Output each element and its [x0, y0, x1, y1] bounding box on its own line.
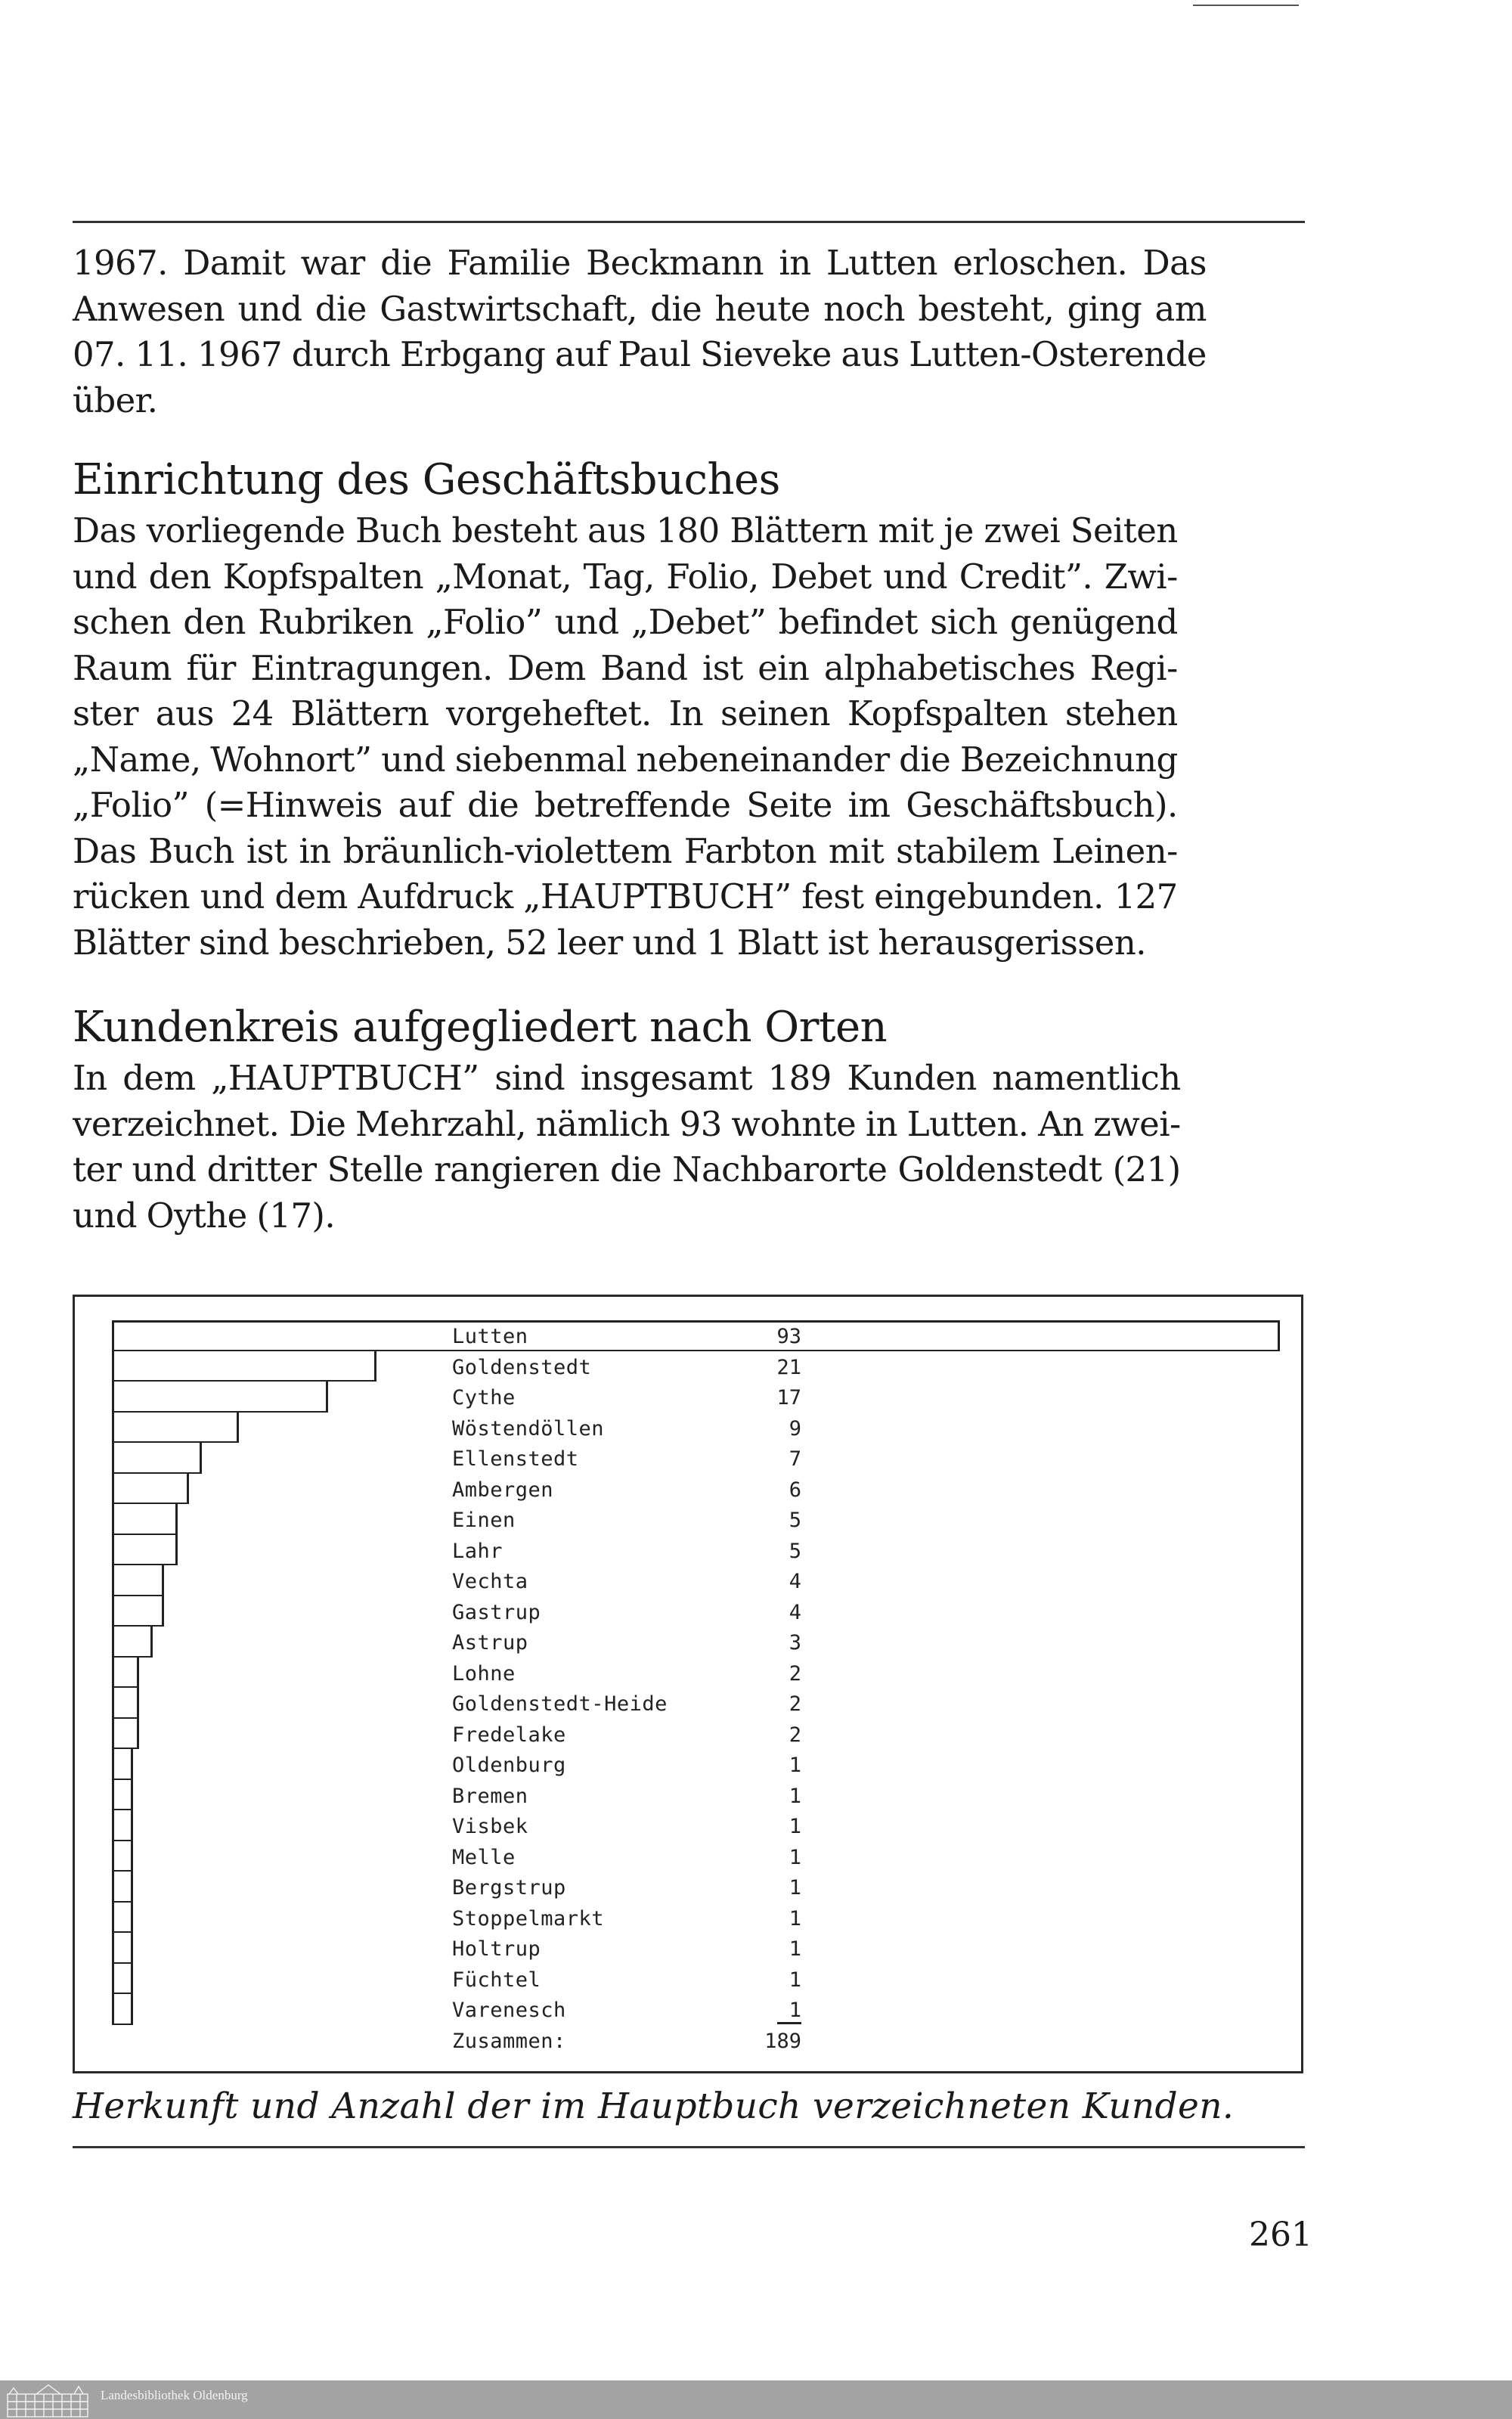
chart-row — [112, 1382, 1280, 1413]
section-heading-einrichtung: Einrichtung des Geschäftsbuches — [73, 455, 780, 504]
place-label: Varenesch — [452, 1999, 566, 2022]
count-number: 1 — [777, 1999, 801, 2024]
chart-row — [112, 1627, 1280, 1658]
count-value — [717, 1692, 801, 1716]
figure-caption: Herkunft und Anzahl der im Hauptbuch verzeichneten Kunden. — [73, 2086, 1235, 2127]
count-number: 1 — [789, 1845, 801, 1869]
place-label: Visbek — [452, 1815, 528, 1838]
chart-row — [112, 1443, 1280, 1474]
count-number: 21 — [776, 1355, 801, 1379]
place-label: Füchtel — [452, 1968, 541, 1992]
count-number: 5 — [789, 1539, 801, 1563]
text-line: und den Kopfspalten „Monat, Tag, Folio, Debet und Credit”. Zwi- — [73, 556, 1178, 597]
bar — [112, 1994, 133, 2025]
bar — [112, 1627, 153, 1658]
place-label: Goldenstedt — [452, 1355, 592, 1379]
bar — [112, 1841, 133, 1872]
place-label: Einen — [452, 1509, 516, 1532]
count-value — [717, 1570, 801, 1593]
count-number: 2 — [789, 1661, 801, 1686]
bar — [112, 1320, 1280, 1351]
place-label: Astrup — [452, 1631, 528, 1655]
bar — [112, 1719, 139, 1750]
place-label: Melle — [452, 1845, 516, 1869]
count-value — [717, 1447, 801, 1471]
bottom-rule — [73, 2146, 1305, 2148]
count-number: 1 — [789, 1754, 801, 1777]
chart-row — [112, 1688, 1280, 1719]
count-number: 3 — [789, 1631, 801, 1655]
bar — [112, 1413, 239, 1444]
place-label: Fredelake — [452, 1723, 566, 1747]
corner-rule — [1193, 5, 1299, 6]
count-number: 1 — [789, 1906, 801, 1931]
bar — [112, 1351, 376, 1382]
bar — [112, 1933, 133, 1964]
count-value — [717, 1968, 801, 1992]
text-line: „Folio” (=Hinweis auf die betreffende Seite im Geschäftsbuch). — [73, 785, 1178, 825]
count-value — [717, 1509, 801, 1532]
bar — [112, 1443, 202, 1474]
bar — [112, 1903, 133, 1934]
bar — [112, 1596, 164, 1627]
bar — [112, 1749, 133, 1780]
text-line: Das vorliegende Buch besteht aus 180 Blättern mit je zwei Seiten — [73, 510, 1178, 550]
text-line: ster aus 24 Blättern vorgeheftet. In seinen Kopfspalten stehen — [73, 693, 1178, 733]
place-label: Stoppelmarkt — [452, 1906, 605, 1931]
place-label: Wöstendöllen — [452, 1416, 605, 1441]
count-number: 1 — [789, 1937, 801, 1961]
text-line: Das Buch ist in bräunlich-violettem Farbton mit stabilem Leinen- — [73, 830, 1178, 871]
count-value — [717, 1356, 801, 1379]
count-value — [717, 1325, 801, 1348]
place-label: Cythe — [452, 1386, 516, 1410]
count-value — [717, 1999, 801, 2022]
place-label: Bergstrup — [452, 1876, 566, 1900]
text-line: verzeichnet. Die Mehrzahl, nämlich 93 wohnte in Lutten. An zwei- — [73, 1103, 1181, 1144]
place-label: Ellenstedt — [452, 1447, 579, 1471]
library-name: Landesbibliothek Oldenburg — [101, 2388, 248, 2402]
total-value: 189 — [764, 2029, 801, 2053]
chart-row — [112, 1933, 1280, 1964]
place-label: Bremen — [452, 1784, 528, 1808]
count-number: 7 — [789, 1447, 801, 1471]
count-number: 9 — [789, 1416, 801, 1441]
bar — [112, 1810, 133, 1841]
bar — [112, 1535, 178, 1566]
text-line: 07. 11. 1967 durch Erbgang auf Paul Sieveke aus Lutten-Osterende — [73, 334, 1207, 374]
count-value — [717, 1386, 801, 1410]
total-label: Zusammen: — [452, 2029, 566, 2053]
chart-row — [112, 1810, 1280, 1841]
chart-row — [112, 1413, 1280, 1444]
bar — [112, 1382, 328, 1413]
chart-row — [112, 1320, 1280, 1351]
count-value — [717, 1876, 801, 1900]
count-number: 93 — [776, 1325, 801, 1348]
count-value — [717, 1815, 801, 1838]
count-number: 6 — [789, 1478, 801, 1502]
bar — [112, 1688, 139, 1719]
place-label: Gastrup — [452, 1600, 541, 1624]
text-line: schen den Rubriken „Folio” und „Debet” befindet sich genügend — [73, 602, 1178, 642]
chart-row — [112, 1535, 1280, 1566]
count-number: 2 — [789, 1723, 801, 1747]
bar — [112, 1474, 189, 1505]
text-line: über. — [73, 380, 158, 420]
count-value — [717, 1785, 801, 1808]
count-number: 17 — [776, 1386, 801, 1410]
chart-row — [112, 1749, 1280, 1780]
chart-row — [112, 1903, 1280, 1934]
text-line: rücken und dem Aufdruck „HAUPTBUCH” fest eingebunden. 127 — [73, 876, 1178, 916]
intro-paragraph — [73, 240, 1207, 423]
section1-paragraph — [73, 508, 1178, 966]
text-line: „Name, Wohnort” und siebenmal nebeneinander die Bezeichnung — [73, 739, 1178, 780]
total-row — [112, 2025, 1280, 2055]
count-value — [717, 1754, 801, 1777]
count-value — [717, 1601, 801, 1624]
bar — [112, 1565, 164, 1596]
text-line: ter und dritter Stelle rangieren die Nachbarorte Goldenstedt (21) — [73, 1149, 1181, 1189]
customer-origin-bar-chart — [112, 1320, 1280, 2055]
count-number: 4 — [789, 1570, 801, 1593]
chart-row — [112, 1841, 1280, 1872]
count-value — [717, 1417, 801, 1441]
bar — [112, 1872, 133, 1903]
count-value — [717, 1937, 801, 1961]
chart-row — [112, 1964, 1280, 1995]
text-line: In dem „HAUPTBUCH” sind insgesamt 189 Kunden namentlich — [73, 1058, 1181, 1098]
chart-row — [112, 1351, 1280, 1382]
top-rule — [73, 221, 1305, 223]
count-number: 4 — [789, 1600, 801, 1624]
chart-row — [112, 1658, 1280, 1689]
section2-paragraph — [73, 1056, 1181, 1239]
section-heading-kundenkreis: Kundenkreis aufgegliedert nach Orten — [73, 1003, 888, 1052]
count-number: 1 — [789, 1876, 801, 1900]
place-label: Ambergen — [452, 1478, 554, 1502]
bar — [112, 1658, 139, 1689]
chart-row — [112, 1504, 1280, 1535]
text-line: 1967. Damit war die Familie Beckmann in Lutten erloschen. Das — [73, 243, 1207, 283]
place-label: Goldenstedt-Heide — [452, 1692, 668, 1716]
place-label: Vechta — [452, 1570, 528, 1593]
bar — [112, 1504, 178, 1535]
library-building-icon — [6, 2383, 91, 2418]
chart-row — [112, 1872, 1280, 1903]
bar — [112, 1964, 133, 1995]
place-label: Oldenburg — [452, 1754, 566, 1777]
place-label: Holtrup — [452, 1937, 541, 1961]
count-value — [717, 1907, 801, 1931]
chart-row — [112, 1474, 1280, 1505]
count-value — [717, 1723, 801, 1747]
chart-row — [112, 1719, 1280, 1750]
count-value — [717, 1540, 801, 1563]
chart-row — [112, 1596, 1280, 1627]
chart-row — [112, 1565, 1280, 1596]
text-line: Raum für Eintragungen. Dem Band ist ein alphabetisches Regi- — [73, 647, 1178, 688]
count-number: 2 — [789, 1692, 801, 1716]
count-value — [717, 1478, 801, 1502]
library-footer-bar — [0, 2380, 1512, 2419]
place-label: Lutten — [452, 1325, 528, 1348]
count-number: 1 — [789, 1784, 801, 1808]
count-number: 1 — [789, 1815, 801, 1838]
count-value — [717, 1662, 801, 1686]
text-line: Blätter sind beschrieben, 52 leer und 1 Blatt ist herausgerissen. — [73, 922, 1146, 963]
count-value — [717, 1846, 801, 1869]
count-value — [717, 1631, 801, 1655]
place-label: Lohne — [452, 1661, 516, 1686]
page-number: 261 — [1249, 2216, 1312, 2254]
place-label: Lahr — [452, 1539, 503, 1563]
bar — [112, 1780, 133, 1811]
chart-row — [112, 1780, 1280, 1811]
text-line: Anwesen und die Gastwirtschaft, die heute noch besteht, ging am — [73, 288, 1207, 329]
count-number: 5 — [789, 1509, 801, 1532]
chart-row — [112, 1994, 1280, 2025]
count-number: 1 — [789, 1968, 801, 1992]
text-line: und Oythe (17). — [73, 1195, 336, 1236]
